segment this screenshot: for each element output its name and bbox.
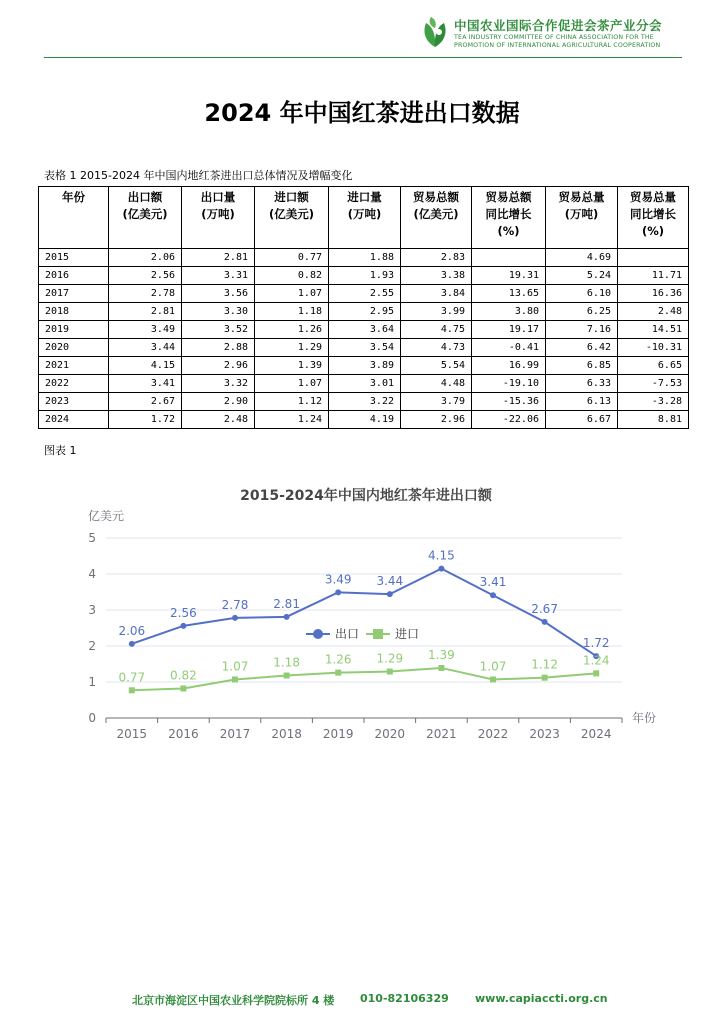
- data-label: 3.49: [324, 572, 352, 587]
- table-cell: 1.12: [255, 393, 329, 411]
- table-cell: -10.31: [618, 339, 689, 357]
- x-tick-label: 2023: [529, 727, 560, 741]
- y-tick-label: 2: [88, 639, 96, 653]
- table-cell: 4.48: [401, 375, 472, 393]
- data-label: 2.81: [273, 596, 300, 611]
- page-title: 2024 年中国红茶进出口数据: [204, 99, 520, 127]
- table-cell: 1.07: [255, 375, 329, 393]
- table-cell: 6.65: [618, 357, 689, 375]
- data-point: [438, 665, 444, 671]
- figure-label: 图表 1: [44, 444, 77, 457]
- table-cell: 2.56: [109, 267, 182, 285]
- legend-label: 进口: [395, 627, 420, 641]
- table-cell: 2.48: [182, 411, 255, 429]
- footer-phone: 010-82106329: [360, 992, 449, 1005]
- table-cell: 2.95: [329, 303, 401, 321]
- table-cell: 7.16: [546, 321, 618, 339]
- x-tick-label: 2019: [322, 727, 354, 741]
- table-cell: 2.81: [182, 249, 255, 267]
- table-cell: 14.51: [618, 321, 689, 339]
- table-cell: 11.71: [618, 267, 689, 285]
- data-label: 1.39: [428, 647, 455, 662]
- table-cell: 1.93: [329, 267, 401, 285]
- series-line: [132, 668, 596, 690]
- table-row: [39, 375, 689, 393]
- table-row: [39, 249, 689, 267]
- data-point: [180, 685, 186, 691]
- chart-title: 2015-2024年中国内地红茶年进出口额: [240, 488, 492, 504]
- table-cell: 2.90: [182, 393, 255, 411]
- table-row: [39, 393, 689, 411]
- data-label: 0.77: [118, 670, 146, 685]
- table-cell: 2022: [39, 375, 109, 393]
- table-cell: 2.06: [109, 249, 182, 267]
- data-label: 2.06: [118, 623, 146, 638]
- table-cell: 2.81: [109, 303, 182, 321]
- table-cell: [472, 249, 546, 267]
- table-cell: 3.56: [182, 285, 255, 303]
- table-cell: 3.99: [401, 303, 472, 321]
- legend-label: 出口: [335, 627, 360, 641]
- table-cell: 2017: [39, 285, 109, 303]
- table-cell: 5.54: [401, 357, 472, 375]
- table-cell: 4.75: [401, 321, 472, 339]
- data-point: [542, 619, 548, 625]
- table-cell: 5.24: [546, 267, 618, 285]
- table-cell: 4.15: [109, 357, 182, 375]
- table-cell: 1.07: [255, 285, 329, 303]
- data-label: 1.29: [376, 651, 404, 666]
- table-cell: 6.33: [546, 375, 618, 393]
- org-name-en-line1: TEA INDUSTRY COMMITTEE OF CHINA ASSOCIATION FOR THE: [454, 34, 654, 41]
- x-tick-label: 2022: [477, 727, 509, 741]
- table-cell: 2.48: [618, 303, 689, 321]
- data-label: 1.26: [324, 652, 352, 667]
- table-cell: 2.96: [182, 357, 255, 375]
- table-header-cell: 贸易总额 同比增长 (%): [472, 187, 546, 249]
- x-tick-label: 2018: [271, 727, 302, 741]
- org-name-cn: 中国农业国际合作促进会茶产业分会: [454, 18, 663, 33]
- x-axis-label: 年份: [632, 711, 657, 725]
- data-label: 1.18: [273, 655, 300, 670]
- table-cell: [618, 249, 689, 267]
- table-cell: 3.80: [472, 303, 546, 321]
- footer-address: 北京市海淀区中国农业科学院院标所 4 楼: [132, 994, 335, 1007]
- table-row: [39, 285, 689, 303]
- tea-leaf-logo-icon: [418, 16, 452, 50]
- data-point: [284, 673, 290, 679]
- trade-data-table: [38, 186, 689, 429]
- table-row: [39, 321, 689, 339]
- data-point: [387, 669, 393, 675]
- x-tick-label: 2017: [219, 727, 251, 741]
- data-point: [387, 591, 393, 597]
- x-tick-label: 2024: [580, 727, 612, 741]
- data-point: [129, 641, 135, 647]
- legend-marker: [373, 629, 383, 639]
- legend-marker: [313, 629, 323, 639]
- data-label: 2.67: [531, 601, 558, 616]
- table-cell: 2021: [39, 357, 109, 375]
- table-cell: 3.54: [329, 339, 401, 357]
- data-point: [232, 676, 238, 682]
- table-cell: 2024: [39, 411, 109, 429]
- table-cell: 3.84: [401, 285, 472, 303]
- data-label: 2.56: [170, 605, 197, 620]
- table-cell: 2016: [39, 267, 109, 285]
- table-cell: 0.77: [255, 249, 329, 267]
- table-header-cell: 进口额 (亿美元): [255, 187, 329, 249]
- data-point: [180, 623, 186, 629]
- table-cell: 2.78: [109, 285, 182, 303]
- table-cell: 4.73: [401, 339, 472, 357]
- table-cell: 2020: [39, 339, 109, 357]
- x-tick-label: 2021: [426, 727, 457, 741]
- table-cell: 19.31: [472, 267, 546, 285]
- table-cell: 2.67: [109, 393, 182, 411]
- table-cell: 1.29: [255, 339, 329, 357]
- header-divider: [44, 57, 682, 58]
- table-cell: 2015: [39, 249, 109, 267]
- table-cell: -7.53: [618, 375, 689, 393]
- data-point: [232, 615, 238, 621]
- y-tick-label: 5: [88, 531, 96, 545]
- table-body: [39, 249, 689, 429]
- y-tick-label: 0: [88, 711, 96, 725]
- table-cell: 1.88: [329, 249, 401, 267]
- table-cell: 1.72: [109, 411, 182, 429]
- table-cell: 4.19: [329, 411, 401, 429]
- table-cell: 3.44: [109, 339, 182, 357]
- table-cell: 19.17: [472, 321, 546, 339]
- table-cell: 3.32: [182, 375, 255, 393]
- table-cell: 3.22: [329, 393, 401, 411]
- table-header-cell: 贸易总量 (万吨): [546, 187, 618, 249]
- data-label: 3.41: [479, 575, 507, 590]
- data-label: 1.12: [531, 657, 558, 672]
- table-header-row: [39, 187, 689, 249]
- table-cell: 2.55: [329, 285, 401, 303]
- y-tick-label: 1: [88, 675, 96, 689]
- table-header-cell: 年份: [39, 187, 109, 249]
- table-header-cell: 进口量 (万吨): [329, 187, 401, 249]
- table-cell: 2.96: [401, 411, 472, 429]
- page-footer: [0, 992, 724, 1012]
- table-cell: 4.69: [546, 249, 618, 267]
- table-cell: 3.38: [401, 267, 472, 285]
- table-cell: 2023: [39, 393, 109, 411]
- table-cell: 3.41: [109, 375, 182, 393]
- data-label: 1.24: [582, 653, 610, 668]
- table-row: [39, 411, 689, 429]
- data-label: 3.44: [376, 574, 404, 589]
- table-cell: -19.10: [472, 375, 546, 393]
- table-row: [39, 303, 689, 321]
- table-cell: 6.13: [546, 393, 618, 411]
- table-cell: 2.88: [182, 339, 255, 357]
- line-chart: [66, 478, 666, 750]
- table-cell: 6.10: [546, 285, 618, 303]
- x-tick-label: 2015: [116, 727, 148, 741]
- data-point: [129, 687, 135, 693]
- data-label: 0.82: [170, 668, 197, 683]
- table-cell: 3.49: [109, 321, 182, 339]
- data-label: 2.78: [221, 597, 249, 612]
- table-cell: 3.30: [182, 303, 255, 321]
- series-line: [132, 569, 596, 656]
- table-caption: 表格 1 2015-2024 年中国内地红茶进出口总体情况及增幅变化: [44, 169, 353, 182]
- data-point: [284, 614, 290, 620]
- table-cell: 1.39: [255, 357, 329, 375]
- table-cell: 6.67: [546, 411, 618, 429]
- table-cell: 16.99: [472, 357, 546, 375]
- chart-svg: [66, 478, 666, 750]
- y-tick-label: 4: [88, 567, 96, 581]
- data-label: 1.07: [479, 659, 507, 674]
- table-cell: 3.01: [329, 375, 401, 393]
- x-tick-label: 2016: [168, 727, 199, 741]
- data-point: [593, 670, 599, 676]
- data-point: [490, 676, 496, 682]
- data-label: 1.72: [582, 636, 610, 651]
- table-cell: 2.83: [401, 249, 472, 267]
- table-cell: 0.82: [255, 267, 329, 285]
- table-cell: 8.81: [618, 411, 689, 429]
- table-cell: 3.52: [182, 321, 255, 339]
- table-cell: 2018: [39, 303, 109, 321]
- table-cell: 1.24: [255, 411, 329, 429]
- data-label: 4.15: [428, 548, 455, 563]
- table-cell: -0.41: [472, 339, 546, 357]
- table-cell: -3.28: [618, 393, 689, 411]
- page-header: [44, 14, 682, 58]
- y-axis-label: 亿美元: [88, 509, 125, 523]
- data-point: [438, 566, 444, 572]
- table-cell: -15.36: [472, 393, 546, 411]
- table-row: [39, 357, 689, 375]
- data-point: [335, 670, 341, 676]
- table-cell: 3.64: [329, 321, 401, 339]
- data-label: 1.07: [221, 659, 249, 674]
- organization-name: [454, 16, 686, 50]
- table-row: [39, 267, 689, 285]
- x-tick-label: 2020: [374, 727, 406, 741]
- table-cell: 3.31: [182, 267, 255, 285]
- table-cell: 1.26: [255, 321, 329, 339]
- table-cell: 16.36: [618, 285, 689, 303]
- data-point: [490, 592, 496, 598]
- data-point: [335, 589, 341, 595]
- org-name-en-line2: PROMOTION OF INTERNATIONAL AGRICULTURAL COOPERATION: [454, 42, 661, 49]
- table-header-cell: 贸易总量 同比增长 (%): [618, 187, 689, 249]
- table-cell: 6.42: [546, 339, 618, 357]
- data-point: [542, 675, 548, 681]
- table-cell: 6.85: [546, 357, 618, 375]
- table-cell: 2019: [39, 321, 109, 339]
- table-cell: 13.65: [472, 285, 546, 303]
- table-cell: 6.25: [546, 303, 618, 321]
- table-header-cell: 出口量 (万吨): [182, 187, 255, 249]
- y-tick-label: 3: [88, 603, 96, 617]
- footer-website[interactable]: www.capiaccti.org.cn: [475, 992, 608, 1005]
- table-header-cell: 贸易总额 (亿美元): [401, 187, 472, 249]
- table-cell: 3.89: [329, 357, 401, 375]
- table-cell: 3.79: [401, 393, 472, 411]
- table-cell: -22.06: [472, 411, 546, 429]
- table-header-cell: 出口额 (亿美元): [109, 187, 182, 249]
- table-cell: 1.18: [255, 303, 329, 321]
- table-row: [39, 339, 689, 357]
